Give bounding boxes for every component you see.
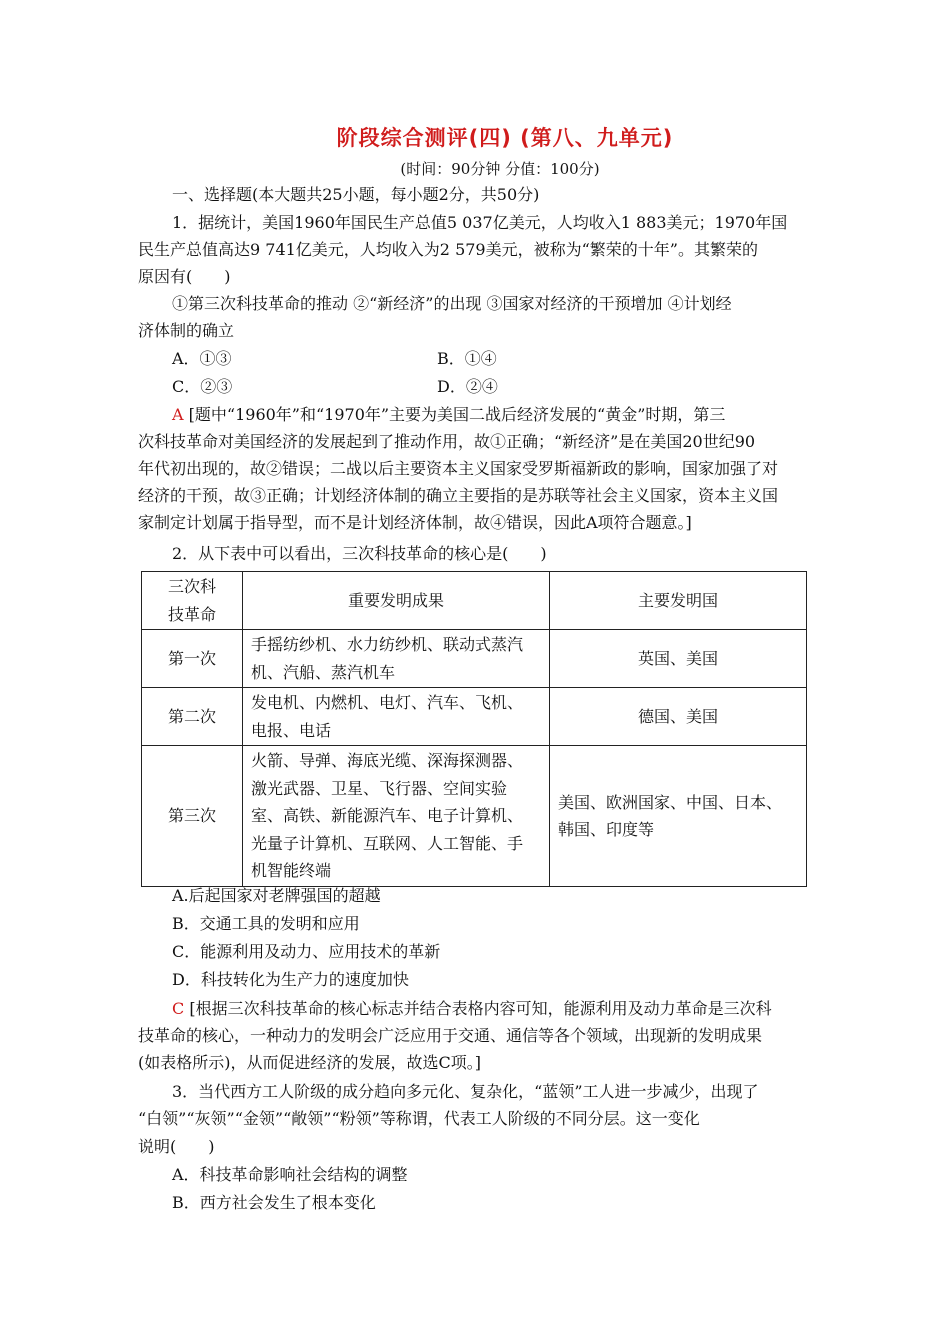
q3-option-b: B．西方社会发生了根本变化 xyxy=(172,1193,376,1212)
q2-explanation-line: (如表格所示)，从而促进经济的发展，故选C项。] xyxy=(138,1053,481,1072)
table-header-cell: 三次科 技革命 xyxy=(142,572,243,630)
q2-option-d: D．科技转化为生产力的速度加快 xyxy=(172,970,409,989)
q1-option-b: B．①④ xyxy=(437,349,497,368)
q2-option-c: C．能源利用及动力、应用技术的革新 xyxy=(172,942,441,961)
table-row xyxy=(142,630,807,688)
q1-item-line: ①第三次科技革命的推动 ②“新经济”的出现 ③国家对经济的干预增加 ④计划经 xyxy=(172,294,732,313)
q2-explanation-line: 技革命的核心，一种动力的发明会广泛应用于交通、通信等各个领域，出现新的发明成果 xyxy=(138,1026,763,1045)
q3-stem-line: “白领”“灰领”“金领”“敞领”“粉领”等称谓，代表工人阶级的不同分层。这一变化 xyxy=(138,1109,700,1128)
section-heading: 一、选择题(本大题共25小题，每小题2分，共50分) xyxy=(172,185,540,204)
q2-stem: 2．从下表中可以看出，三次科技革命的核心是( ) xyxy=(172,544,547,563)
table-cell: 第三次 xyxy=(142,746,243,887)
q1-explanation-line: 家制定计划属于指导型，而不是计划经济体制，故④错误，因此A项符合题意。] xyxy=(138,513,692,532)
q1-option-c: C．②③ xyxy=(172,377,233,396)
q1-stem-line: 民生产总值高达9 741亿美元，人均收入为2 579美元，被称为“繁荣的十年”。其繁荣的 xyxy=(138,240,758,259)
q1-option-a: A．①③ xyxy=(172,349,232,368)
q1-explanation-line: 次科技革命对美国经济的发展起到了推动作用，故①正确；“新经济”是在美国20世纪90 xyxy=(138,432,756,451)
document-subtitle: (时间：90分钟 分值：100分) xyxy=(400,160,600,178)
q2-option-b: B．交通工具的发明和应用 xyxy=(172,914,360,933)
q1-item-line: 济体制的确立 xyxy=(138,321,235,340)
table-cell: 手摇纺纱机、水力纺纱机、联动式蒸汽 机、汽船、蒸汽机车 xyxy=(243,630,550,688)
q3-option-a: A．科技革命影响社会结构的调整 xyxy=(172,1165,408,1184)
table-row xyxy=(142,746,807,887)
q1-stem-line: 原因有( ) xyxy=(138,267,231,286)
table-cell: 英国、美国 xyxy=(550,630,807,688)
tech-revolution-table xyxy=(141,571,807,887)
table-cell: 美国、欧洲国家、中国、日本、 韩国、印度等 xyxy=(550,746,807,887)
table-cell: 第二次 xyxy=(142,688,243,746)
q3-stem-line: 说明( ) xyxy=(138,1137,215,1156)
q1-option-d: D．②④ xyxy=(437,377,498,396)
table-header-row xyxy=(142,572,807,630)
q1-answer: A xyxy=(172,405,184,424)
table-header-cell: 主要发明国 xyxy=(550,572,807,630)
q1-explanation-line: A [题中“1960年”和“1970年”主要为美国二战后经济发展的“黄金”时期，第三 xyxy=(172,405,726,424)
table-cell: 火箭、导弹、海底光缆、深海探测器、 激光武器、卫星、飞行器、空间实验 室、高铁、新能源汽车、电子计算机、 光量子计算机、互联网、人工智能、手 机智能终端 xyxy=(243,746,550,887)
q1-stem-line: 1．据统计，美国1960年国民生产总值5 037亿美元，人均收入1 883美元；1970年国 xyxy=(172,213,788,232)
q2-explanation-line: C [根据三次科技革命的核心标志并结合表格内容可知，能源利用及动力革命是三次科 xyxy=(172,999,772,1018)
q1-explanation-line: 年代初出现的，故②错误；二战以后主要资本主义国家受罗斯福新政的影响，国家加强了对 xyxy=(138,459,779,478)
table-cell: 第一次 xyxy=(142,630,243,688)
q2-answer: C xyxy=(172,999,185,1018)
table-cell: 德国、美国 xyxy=(550,688,807,746)
q2-option-a: A.后起国家对老牌强国的超越 xyxy=(172,886,381,905)
table-cell: 发电机、内燃机、电灯、汽车、飞机、 电报、电话 xyxy=(243,688,550,746)
document-title: 阶段综合测评(四) (第八、九单元) xyxy=(336,126,674,150)
q1-explanation-line: 经济的干预，故③正确；计划经济体制的确立主要指的是苏联等社会主义国家，资本主义国 xyxy=(138,486,779,505)
q3-stem-line: 3．当代西方工人阶级的成分趋向多元化、复杂化，“蓝领”工人进一步减少，出现了 xyxy=(172,1082,759,1101)
table-row xyxy=(142,688,807,746)
table-header-cell: 重要发明成果 xyxy=(243,572,550,630)
